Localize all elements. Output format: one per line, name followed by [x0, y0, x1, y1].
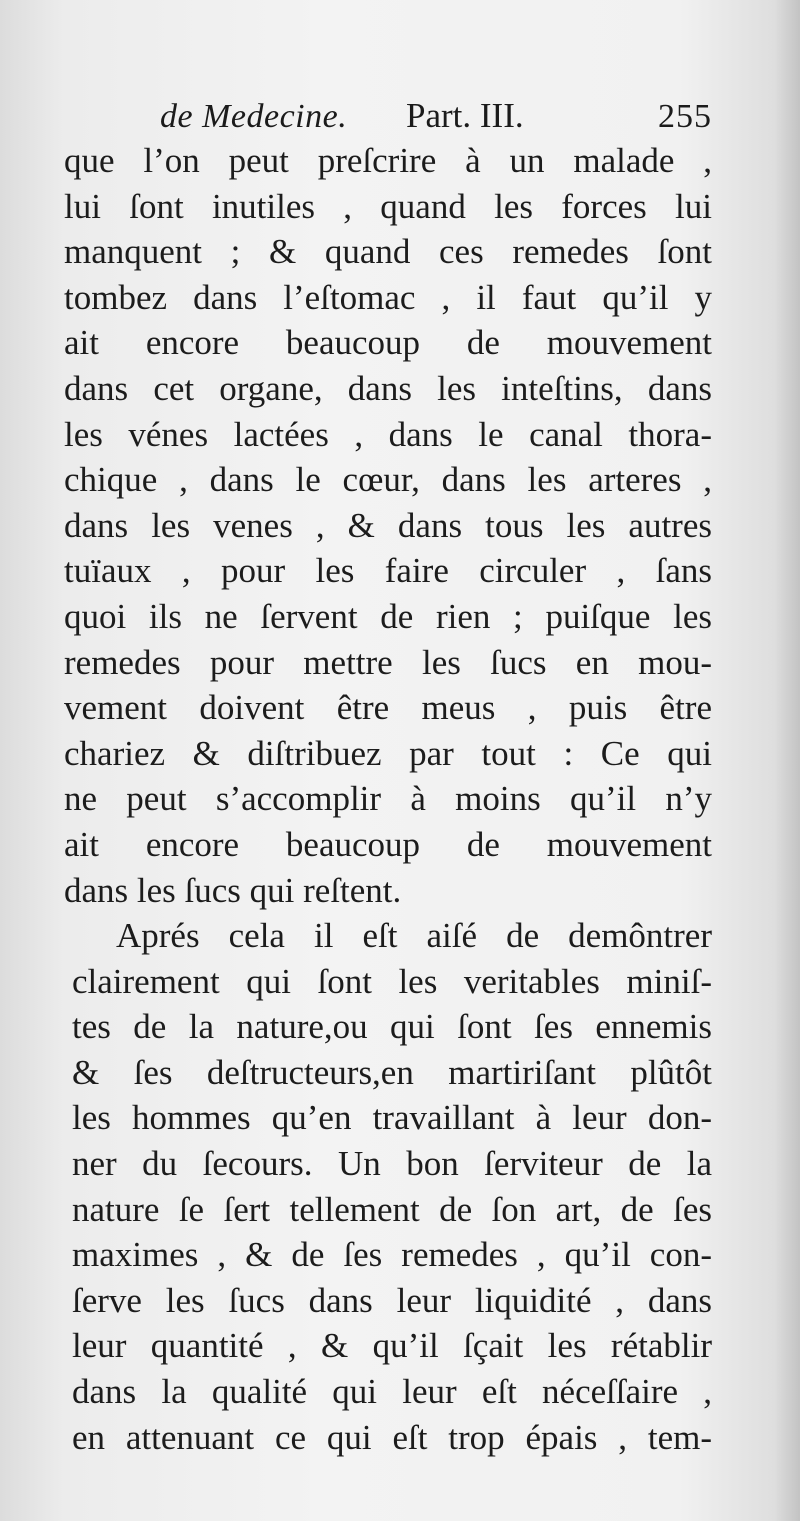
- text-line: dans cet organe, dans les inteſtins, dans: [64, 368, 712, 408]
- text-line: ner du ſecours. Un bon ſerviteur de la: [72, 1144, 712, 1184]
- text-line: tombez dans l’eſtomac , il faut qu’il y: [64, 277, 712, 317]
- text-line: & ſes deſtructeurs,en martiriſant plûtôt: [72, 1052, 712, 1092]
- part-label: Part. III.: [406, 96, 524, 135]
- text-line: quoi ils ne ſervent de rien ; puiſque les: [64, 596, 712, 636]
- text-line: chariez & diſtribuez par tout : Ce qui: [64, 733, 712, 773]
- text-line: maximes , & de ſes remedes , qu’il con-: [72, 1235, 712, 1275]
- text-line: que l’on peut preſcrire à un malade ,: [64, 141, 712, 180]
- paragraph-start-line: Aprés cela il eſt aiſé de demôntrer: [116, 916, 712, 956]
- text-line: ait encore beaucoup de mouvement: [64, 323, 712, 363]
- text-line: dans les venes , & dans tous les autres: [64, 505, 712, 545]
- text-line: manquent ; & quand ces remedes ſont: [64, 232, 712, 272]
- text-line: chique , dans le cœur, dans les arteres ,: [64, 460, 712, 500]
- body-text: [40, 138, 712, 1460]
- text-line: en attenuant ce qui eſt trop épais , tem-: [72, 1417, 712, 1457]
- text-line: vement doivent être meus , puis être: [64, 688, 712, 728]
- running-head: de Medecine.: [160, 98, 348, 135]
- text-line: lui ſont inutiles , quand les forces lui: [64, 186, 712, 226]
- text-line: ſerve les ſucs dans leur liquidité , dans: [72, 1280, 712, 1320]
- text-line: les vénes lactées , dans le canal thora-: [64, 414, 712, 454]
- page-number: 255: [658, 98, 712, 135]
- text-line: les hommes qu’en travaillant à leur don-: [72, 1098, 712, 1138]
- text-line: tuïaux , pour les faire circuler , ſans: [64, 551, 712, 591]
- text-line: leur quantité , & qu’il ſçait les rétablir: [72, 1326, 712, 1366]
- text-line: nature ſe ſert tellement de ſon art, de ſes: [72, 1189, 712, 1229]
- text-line: ait encore beaucoup de mouvement: [64, 824, 712, 864]
- text-line: tes de la nature,ou qui ſont ſes ennemis: [72, 1007, 712, 1047]
- text-line: dans la qualité qui leur eſt néceſſaire ,: [72, 1372, 712, 1412]
- text-line: ne peut s’accomplir à moins qu’il n’y: [64, 779, 712, 819]
- text-line: remedes pour mettre les ſucs en mou-: [64, 642, 712, 682]
- paragraph-end-line: dans les ſucs qui reſtent.: [64, 870, 402, 910]
- text-line: clairement qui ſont les veritables miniſ-: [72, 961, 712, 1001]
